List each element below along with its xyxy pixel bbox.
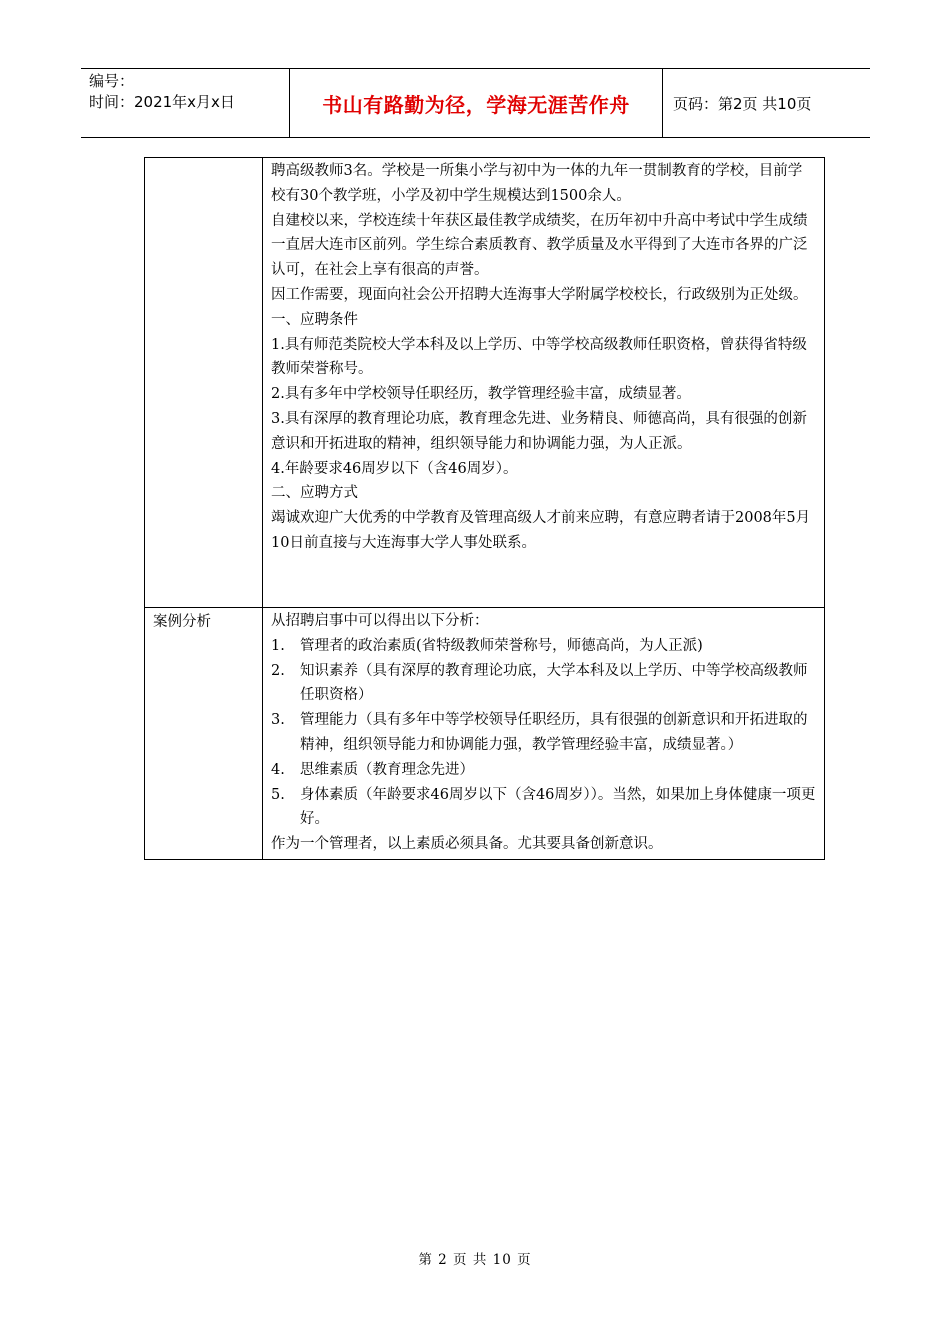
list-item-number: 1. bbox=[271, 637, 285, 654]
paragraph: 自建校以来，学校连续十年获区最佳教学成绩奖，在历年初中升高中考试中学生成绩一直居大连市区前列。学生综合素质教育、教学质量及水平得到了大连市各界的广泛认可，在社会上享有很高的声誉。 bbox=[271, 212, 808, 279]
row-label bbox=[145, 158, 263, 608]
paragraph: 1.具有师范类院校大学本科及以上学历、中等学校高级教师任职资格，曾获得省特级教师荣誉称号。 bbox=[271, 336, 807, 378]
page-header bbox=[81, 68, 870, 138]
header-meta bbox=[81, 69, 290, 137]
analysis-list bbox=[271, 634, 816, 832]
analysis-conclusion: 作为一个管理者，以上素质必须具备。尤其要具备创新意识。 bbox=[271, 836, 663, 853]
serial-number-label: 编号： bbox=[89, 72, 135, 90]
paragraph: 4.年龄要求46周岁以下（含46周岁）。 bbox=[271, 460, 518, 477]
table-row bbox=[145, 608, 825, 860]
paragraph: 3.具有深厚的教育理论功底，教育理念先进、业务精良、师德高尚，具有很强的创新意识和开拓进取的精神，组织领导能力和协调能力强，为人正派。 bbox=[271, 410, 807, 452]
recruitment-notice-cell bbox=[263, 158, 825, 608]
section-heading: 一、应聘条件 bbox=[271, 311, 358, 328]
list-item bbox=[271, 659, 816, 709]
list-item-text: 思维素质（教育理念先进） bbox=[300, 761, 474, 778]
list-item-number: 3. bbox=[271, 712, 285, 729]
list-item-text: 身体素质（年龄要求46周岁以下（含46周岁））。当然，如果加上身体健康一项更好。 bbox=[300, 786, 816, 828]
list-item bbox=[271, 634, 816, 659]
page-footer: 第 2 页 共 10 页 bbox=[418, 1252, 532, 1268]
section-heading: 二、应聘方式 bbox=[271, 485, 358, 502]
header-page-info: 页码：第2页 共10页 bbox=[673, 94, 812, 113]
list-item bbox=[271, 708, 816, 758]
list-item-number: 4. bbox=[271, 761, 285, 778]
analysis-intro: 从招聘启事中可以得出以下分析： bbox=[271, 613, 489, 629]
list-item-number: 2. bbox=[271, 662, 285, 679]
row-label: 案例分析 bbox=[145, 608, 263, 860]
paragraph: 2.具有多年中学校领导任职经历，教学管理经验丰富，成绩显著。 bbox=[271, 386, 691, 403]
content-table bbox=[144, 157, 825, 860]
list-item bbox=[271, 758, 816, 783]
paragraph: 竭诚欢迎广大优秀的中学教育及管理高级人才前来应聘，有意应聘者请于2008年5月10日前直接与大连海事大学人事处联系。 bbox=[271, 510, 811, 551]
case-analysis-cell bbox=[263, 608, 825, 860]
list-item-text: 知识素养（具有深厚的教育理论功底，大学本科及以上学历、中等学校高级教师任职资格） bbox=[300, 662, 808, 704]
table-row bbox=[145, 158, 825, 608]
header-motto: 书山有路勤为径，学海无涯苦作舟 bbox=[290, 69, 663, 137]
date-label: 时间：2021年x月x日 bbox=[89, 93, 235, 111]
paragraph: 因工作需要，现面向社会公开招聘大连海事大学附属学校校长，行政级别为正处级。 bbox=[271, 286, 808, 303]
list-item-text: 管理能力（具有多年中等学校领导任职经历，具有很强的创新意识和开拓进取的精神，组织领导能力和协调能力强，教学管理经验丰富，成绩显著。） bbox=[300, 712, 808, 753]
list-item-text: 管理者的政治素质(省特级教师荣誉称号，师德高尚，为人正派) bbox=[300, 637, 703, 654]
paragraph: 聘高级教师3名。学校是一所集小学与初中为一体的九年一贯制教育的学校，目前学校有30个教学班，小学及初中学生规模达到1500余人。 bbox=[271, 163, 803, 204]
list-item-number: 5. bbox=[271, 786, 285, 803]
list-item bbox=[271, 783, 816, 833]
